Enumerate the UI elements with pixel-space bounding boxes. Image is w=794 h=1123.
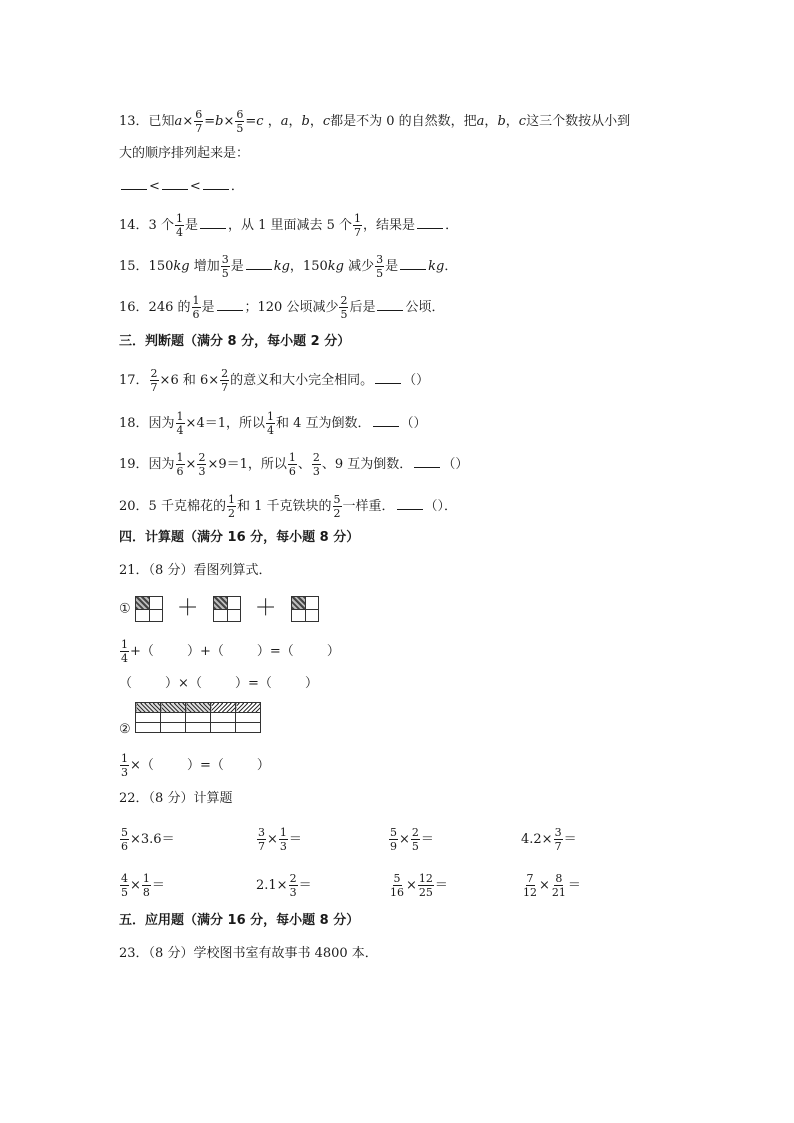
calc-item <box>388 872 448 899</box>
numerator: 1 <box>176 451 184 464</box>
denominator: 6 <box>288 465 296 478</box>
empty-cell <box>186 713 211 723</box>
q20-text: 一样重． <box>342 499 395 514</box>
denominator: 5 <box>411 840 419 853</box>
calc-prefix: 4.2× <box>521 832 553 847</box>
denominator: 5 <box>221 267 229 280</box>
denominator: 7 <box>354 226 362 239</box>
judge-paren[interactable]: （） <box>403 373 430 388</box>
numerator: 1 <box>354 212 362 225</box>
q13-text: 都是不为 0 的自然数，把 <box>330 114 477 129</box>
comma: ， <box>267 114 281 129</box>
q20-text: 20．5 千克棉花的 <box>119 499 226 514</box>
grid-line <box>136 609 162 610</box>
period: ． <box>444 259 458 274</box>
numerator: 2 <box>289 872 297 885</box>
fraction <box>418 872 434 899</box>
shaded-quarter <box>292 597 305 609</box>
unit-kg: kg <box>173 259 190 274</box>
denominator: 5 <box>236 122 244 135</box>
judge-paren[interactable]: （） <box>442 457 469 472</box>
q15-text: ，150 <box>289 259 328 274</box>
calc-item <box>388 826 434 853</box>
comma: ， <box>288 114 302 129</box>
bar-grid-row <box>136 723 261 733</box>
fraction <box>289 872 298 899</box>
numerator: 3 <box>376 253 384 266</box>
denominator: 6 <box>192 308 200 321</box>
equation-blanks[interactable]: +（ ）+（ ）=（ ） <box>130 644 340 659</box>
fraction <box>333 493 342 520</box>
bar-grid-figure <box>135 702 261 734</box>
denominator: 4 <box>121 652 128 665</box>
section-heading-application: 五．应用题（满分 16 分，每小题 8 分） <box>119 913 360 928</box>
judge-paren[interactable]: （） <box>400 416 427 431</box>
comma: ， <box>309 114 323 129</box>
question-20 <box>119 493 457 520</box>
question-18 <box>119 410 427 437</box>
numerator: 3 <box>258 826 265 839</box>
denominator: 3 <box>279 840 287 853</box>
q15-text: 是 <box>385 259 399 274</box>
denominator: 7 <box>221 381 229 394</box>
section-heading-calc: 四．计算题（满分 16 分，每小题 8 分） <box>119 530 360 545</box>
q16-text: 后是 <box>349 300 376 315</box>
fraction <box>266 410 275 437</box>
denominator: 2 <box>227 507 235 520</box>
answer-blank[interactable] <box>417 217 443 229</box>
empty-cell <box>136 713 161 723</box>
var-b: b <box>497 114 506 129</box>
comma: ， <box>505 114 519 129</box>
plus-sign: ＋ <box>176 596 199 621</box>
section-heading-judge: 三．判断题（满分 8 分，每小题 2 分） <box>119 334 351 349</box>
empty-cell <box>161 723 186 733</box>
q19-text: ×9＝1，所以 <box>207 457 287 472</box>
fraction <box>554 826 563 853</box>
answer-blank[interactable] <box>373 415 399 427</box>
fraction <box>389 872 405 899</box>
q18-text: 18．因为 <box>119 416 175 431</box>
operator: × <box>130 878 141 893</box>
numerator: 1 <box>192 294 200 307</box>
numerator: 1 <box>266 410 274 423</box>
denominator: 12 <box>523 886 537 899</box>
answer-blank[interactable] <box>217 299 243 311</box>
fraction <box>235 108 244 135</box>
circle-number-1: ① <box>119 601 131 617</box>
numerator: 1 <box>176 410 184 423</box>
question-19 <box>119 451 468 478</box>
fraction <box>175 212 184 239</box>
q22-title: 22．（8 分）计算题 <box>119 791 233 806</box>
numerator: 5 <box>393 872 401 885</box>
numerator: 1 <box>121 638 128 651</box>
q15-text: 增加 <box>189 259 220 274</box>
denominator: 6 <box>121 840 128 853</box>
fraction <box>220 367 229 394</box>
question-16 <box>119 294 445 321</box>
q15-text: 减少 <box>343 259 375 274</box>
bar-grid-row <box>136 713 261 723</box>
numerator: 12 <box>418 872 433 885</box>
equals-sign: ＝ <box>434 878 448 893</box>
q13-line2: 大的顺序排列起来是： <box>119 146 250 161</box>
fraction <box>197 451 206 478</box>
var-b: b <box>215 114 224 129</box>
denominator: 25 <box>418 886 433 899</box>
fraction <box>142 872 151 899</box>
question-15 <box>119 253 457 280</box>
fraction <box>192 294 201 321</box>
numerator: 1 <box>142 872 150 885</box>
fraction <box>411 826 420 853</box>
fraction <box>312 451 321 478</box>
answer-blank[interactable] <box>414 456 440 468</box>
q20-text: 和 1 千克铁块的 <box>236 499 332 514</box>
fraction <box>375 253 384 280</box>
answer-blank[interactable] <box>400 258 426 270</box>
answer-blank[interactable] <box>162 178 188 190</box>
denominator: 16 <box>390 886 404 899</box>
q17-text: ×6 和 6× <box>159 373 220 388</box>
numerator: 3 <box>554 826 562 839</box>
fraction <box>120 872 129 899</box>
answer-blank[interactable] <box>397 498 423 510</box>
equals-sign: ＝ <box>420 832 434 847</box>
denominator: 7 <box>150 381 158 394</box>
operator: ＝ <box>298 878 312 893</box>
q16-text: ；120 公顷减少 <box>244 300 339 315</box>
operator: × <box>406 878 417 893</box>
denominator: 3 <box>198 465 206 478</box>
question-23: 23．（8 分）学校图书室有故事书 4800 本． <box>119 946 378 961</box>
denominator: 3 <box>121 766 128 779</box>
fraction <box>279 826 288 853</box>
numerator: 6 <box>236 108 244 121</box>
fraction <box>353 212 362 239</box>
q19-text: 19．因为 <box>119 457 175 472</box>
fraction <box>120 752 129 779</box>
less-than-sign: < <box>149 179 160 194</box>
answer-blank[interactable] <box>200 217 226 229</box>
comma: ， <box>484 114 498 129</box>
numerator: 5 <box>333 493 341 506</box>
calc-item <box>119 826 175 853</box>
q14-text: ，从 1 里面减去 5 个 <box>227 218 353 233</box>
q19-text: 、9 互为倒数． <box>321 457 413 472</box>
shaded-cell <box>236 703 261 713</box>
empty-cell <box>236 713 261 723</box>
plus-sign: ＋ <box>254 596 277 621</box>
fraction <box>120 638 129 665</box>
shaded-quarter <box>136 597 149 609</box>
denominator: 3 <box>289 886 297 899</box>
calc-prefix: 2.1× <box>256 878 288 893</box>
unit-kg: kg <box>273 259 290 274</box>
denominator: 2 <box>333 507 341 520</box>
numerator: 2 <box>312 451 320 464</box>
denominator: 8 <box>142 886 150 899</box>
q21-equation-2[interactable]: （ ）×（ ）=（ ） <box>119 676 318 691</box>
numerator: 1 <box>227 493 235 506</box>
fraction <box>288 451 297 478</box>
answer-blank[interactable] <box>246 258 272 270</box>
answer-blank[interactable] <box>375 372 401 384</box>
q13-answer-line <box>119 178 244 195</box>
answer-blank[interactable] <box>121 178 147 190</box>
numerator: 8 <box>555 872 563 885</box>
fraction <box>551 872 567 899</box>
shaded-cell <box>211 703 236 713</box>
calc-item <box>521 826 577 853</box>
fraction <box>522 872 538 899</box>
numerator: 2 <box>221 367 229 380</box>
denominator: 9 <box>390 840 397 853</box>
unit-kg: kg <box>428 259 445 274</box>
fraction <box>194 108 203 135</box>
less-than-sign: < <box>189 179 201 194</box>
numerator: 6 <box>195 108 203 121</box>
denominator: 6 <box>176 465 184 478</box>
q16-text: 16．246 的 <box>119 300 191 315</box>
empty-cell <box>136 723 161 733</box>
denominator: 7 <box>195 122 203 135</box>
numerator: 3 <box>221 253 229 266</box>
q13-text: 这三个数按从小到 <box>526 114 631 129</box>
answer-blank[interactable] <box>377 299 403 311</box>
q13-text: 13．已知 <box>119 114 175 129</box>
square-grid-figure <box>213 596 241 622</box>
period: ． <box>445 218 459 233</box>
denominator: 5 <box>340 308 348 321</box>
numerator: 4 <box>121 872 128 885</box>
empty-cell <box>186 723 211 733</box>
times-sign: × <box>182 114 194 129</box>
numerator: 1 <box>288 451 296 464</box>
period: ． <box>230 179 244 194</box>
denominator: 7 <box>554 840 562 853</box>
times-sign: × <box>223 114 235 129</box>
equals-sign: ＝ <box>567 878 581 893</box>
var-b: b <box>301 114 310 129</box>
circle-number-2: ② <box>119 722 131 737</box>
numerator: 1 <box>121 752 128 765</box>
q18-text: 和 4 互为倒数． <box>275 416 371 431</box>
fraction <box>221 253 230 280</box>
numerator: 2 <box>150 367 158 380</box>
answer-blank[interactable] <box>203 178 229 190</box>
calc-item <box>256 872 312 899</box>
denominator: 7 <box>258 840 265 853</box>
denominator: 21 <box>551 886 566 899</box>
judge-paren[interactable]: （）． <box>424 499 458 514</box>
empty-cell <box>236 723 261 733</box>
equals-sign: ＝ <box>151 878 165 893</box>
operator: × <box>399 832 410 847</box>
fraction <box>257 826 266 853</box>
q14-text: 14．3 个 <box>119 218 174 233</box>
empty-cell <box>161 713 186 723</box>
fraction <box>120 826 129 853</box>
fraction <box>227 493 236 520</box>
operator: ×3.6＝ <box>130 832 175 847</box>
q21-equation-3 <box>119 752 270 779</box>
var-a: a <box>174 114 183 129</box>
denominator: 4 <box>176 424 184 437</box>
shaded-cell <box>161 703 186 713</box>
grid-line <box>214 609 240 610</box>
operator: ＝ <box>563 832 577 847</box>
numerator: 1 <box>175 212 183 225</box>
q19-text: 、 <box>297 457 311 472</box>
calc-item <box>521 872 581 899</box>
numerator: 5 <box>390 826 397 839</box>
var-c: c <box>256 114 264 129</box>
q17-text: 的意义和大小完全相同。 <box>230 373 374 388</box>
square-grid-figure <box>291 596 319 622</box>
bar-grid-row <box>136 703 261 713</box>
empty-cell <box>211 713 236 723</box>
fraction <box>176 451 185 478</box>
q18-text: ×4＝1，所以 <box>185 416 265 431</box>
q14-text: 是 <box>184 218 198 233</box>
q16-text: 是 <box>201 300 215 315</box>
calc-item <box>119 872 165 899</box>
square-grid-figure <box>135 596 163 622</box>
numerator: 2 <box>198 451 206 464</box>
empty-cell <box>211 723 236 733</box>
denominator: 4 <box>266 424 274 437</box>
q15-text: 15．150 <box>119 259 174 274</box>
var-a: a <box>280 114 289 129</box>
fraction <box>150 367 159 394</box>
q21-figure-1 <box>119 595 323 624</box>
denominator: 5 <box>376 267 384 280</box>
operator: × <box>539 878 550 893</box>
q15-text: 是 <box>230 259 244 274</box>
var-a: a <box>476 114 485 129</box>
denominator: 3 <box>312 465 320 478</box>
operator: × <box>267 832 278 847</box>
q16-text: 公顷． <box>405 300 445 315</box>
unit-kg: kg <box>327 259 344 274</box>
denominator: 5 <box>121 886 128 899</box>
shaded-cell <box>186 703 211 713</box>
numerator: 5 <box>121 826 128 839</box>
numerator: 2 <box>340 294 348 307</box>
calc-item <box>256 826 302 853</box>
var-c: c <box>518 114 527 129</box>
bar-grid-table <box>135 702 261 733</box>
shaded-cell <box>136 703 161 713</box>
fraction <box>176 410 185 437</box>
fraction <box>389 826 398 853</box>
equals-sign: ＝ <box>288 832 302 847</box>
numerator: 7 <box>526 872 534 885</box>
q14-text: ，结果是 <box>363 218 416 233</box>
numerator: 2 <box>411 826 419 839</box>
equals-sign: = <box>204 114 216 129</box>
question-17 <box>119 367 429 394</box>
grid-line <box>292 609 318 610</box>
fraction <box>339 294 348 321</box>
q19-text: × <box>185 457 197 472</box>
numerator: 1 <box>279 826 287 839</box>
question-14 <box>119 212 458 239</box>
q17-text: 17． <box>119 373 149 388</box>
shaded-quarter <box>214 597 227 609</box>
equals-sign: = <box>245 114 257 129</box>
denominator: 4 <box>175 226 183 239</box>
question-13 <box>119 108 630 135</box>
equation-blanks[interactable]: ×（ ）=（ ） <box>130 758 270 773</box>
q21-equation-1 <box>119 638 340 665</box>
var-c: c <box>322 114 331 129</box>
q21-title: 21．（8 分）看图列算式． <box>119 563 272 578</box>
